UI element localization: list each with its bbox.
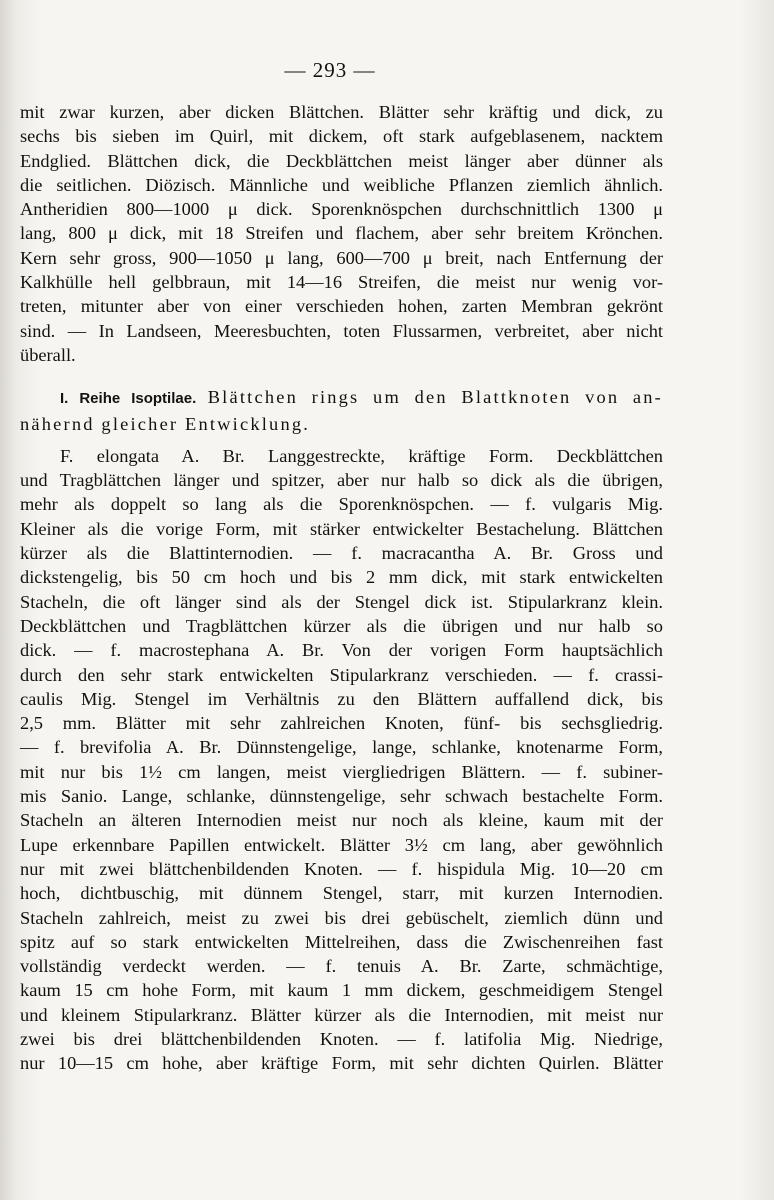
text-line: mehr als doppelt so lang als die Sporenknöspchen. — f. vulgaris Mig. [20, 494, 663, 515]
text-line: dick. — f. macrostephana A. Br. Von der vorigen Form hauptsächlich [20, 640, 663, 661]
text-line: nur 10—15 cm hohe, aber kräftige Form, mit sehr dichten Quirlen. Blätter [20, 1053, 663, 1074]
text-line: kürzer als die Blattinternodien. — f. macracantha A. Br. Gross und [20, 543, 663, 564]
paragraph-gap [20, 436, 663, 444]
text-line: lang, 800 μ dick, mit 18 Streifen und flachem, aber sehr breitem Krönchen. [20, 223, 663, 244]
text-line: Kleiner als die vorige Form, mit stärker entwickelter Bestachelung. Blättchen [20, 518, 663, 539]
text-line: caulis Mig. Stengel im Verhältnis zu den Blättern auffallend dick, bis [20, 688, 663, 709]
text-line: zwei bis drei blättchenbildenden Knoten. — f. latifolia Mig. Niedrige, [20, 1028, 663, 1049]
text-line: mit zwar kurzen, aber dicken Blättchen. Blätter sehr kräftig und dick, zu [20, 102, 663, 122]
text-line: mit nur bis 1½ cm langen, meist viergliedrigen Blättern. — f. subiner- [20, 761, 663, 782]
text-line: spitz auf so stark entwickelten Mittelreihen, dass die Zwischenreihen fast [20, 931, 663, 952]
text-line: die seitlichen. Diözisch. Männliche und weibliche Pflanzen ziemlich ähnlich. [20, 174, 663, 195]
text-line: vollständig verdeckt werden. — f. tenuis A. Br. Zarte, schmächtige, [20, 956, 663, 977]
text-line: hoch, dichtbuschig, mit dünnem Stengel, starr, mit kurzen Internodien. [20, 883, 663, 904]
text-line: kaum 15 cm hohe Form, mit kaum 1 mm dickem, geschmeidigem Stengel [20, 980, 663, 1001]
text-line: Stacheln an älteren Internodien meist nur noch als kleine, kaum mit der [20, 810, 663, 831]
text-line: nähernd gleicher Entwicklung. [20, 413, 311, 434]
body-text [20, 100, 663, 1076]
text-line: Antheridien 800—1000 μ dick. Sporenknöspchen durchschnittlich 1300 μ [20, 199, 663, 220]
series-description: Blättchen rings um den Blattknoten von an- [207, 387, 663, 408]
text-line: sind. — In Landseen, Meeresbuchten, toten Flussarmen, verbreitet, aber nicht [20, 320, 663, 341]
text-line: Lupe erkennbare Papillen entwickelt. Blätter 3½ cm lang, aber gewöhnlich [20, 834, 663, 855]
text-line: mis Sanio. Lange, schlanke, dünnstengelige, sehr schwach bestachelte Form. [20, 786, 663, 807]
text-line: Stacheln, die oft länger sind als der Stengel dick ist. Stipularkranz klein. [20, 591, 663, 612]
text-line: 2,5 mm. Blätter mit sehr zahlreichen Knoten, fünf- bis sechsgliedrig. [20, 713, 663, 734]
text-line: durch den sehr stark entwickelten Stipularkranz verschieden. — f. crassi- [20, 664, 663, 685]
text-line: Endglied. Blättchen dick, die Deckblättchen meist länger aber dünner als [20, 150, 663, 171]
text-line: sechs bis sieben im Quirl, mit dickem, oft stark aufgeblasenem, nacktem [20, 126, 663, 147]
text-line: überall. [20, 344, 76, 365]
paragraph-gap [20, 367, 663, 385]
text-line: Deckblättchen und Tragblättchen kürzer als die übrigen und nur halb so [20, 615, 663, 636]
text-line: Kalkhülle hell gelbbraun, mit 14—16 Streifen, die meist nur wenig vor- [20, 272, 663, 293]
text-line: nur mit zwei blättchenbildenden Knoten. — f. hispidula Mig. 10—20 cm [20, 858, 663, 879]
series-label: I. Reihe Isoptilae. [60, 390, 197, 408]
text-line: F. elongata A. Br. Langgestreckte, kräftige Form. Deckblättchen [60, 445, 663, 466]
text-line: — f. brevifolia A. Br. Dünnstengelige, lange, schlanke, knotenarme Form, [20, 737, 663, 758]
text-line: und kleinem Stipularkranz. Blätter kürzer als die Internodien, mit meist nur [20, 1004, 663, 1025]
text-line: dickstengelig, bis 50 cm hoch und bis 2 mm dick, mit stark entwickelten [20, 567, 663, 588]
text-line: Stacheln zahlreich, meist zu zwei bis drei gebüschelt, ziemlich dünn und [20, 907, 663, 928]
text-line: und Tragblättchen länger und spitzer, aber nur halb so dick als die übrigen, [20, 470, 663, 491]
series-heading-line [20, 385, 663, 411]
page-number: — 293 — [284, 58, 376, 82]
text-line: Kern sehr gross, 900—1050 μ lang, 600—700 μ breit, nach Entfernung der [20, 247, 663, 268]
text-line: treten, mitunter aber von einer verschieden hohen, zarten Membran gekrönt [20, 296, 663, 317]
